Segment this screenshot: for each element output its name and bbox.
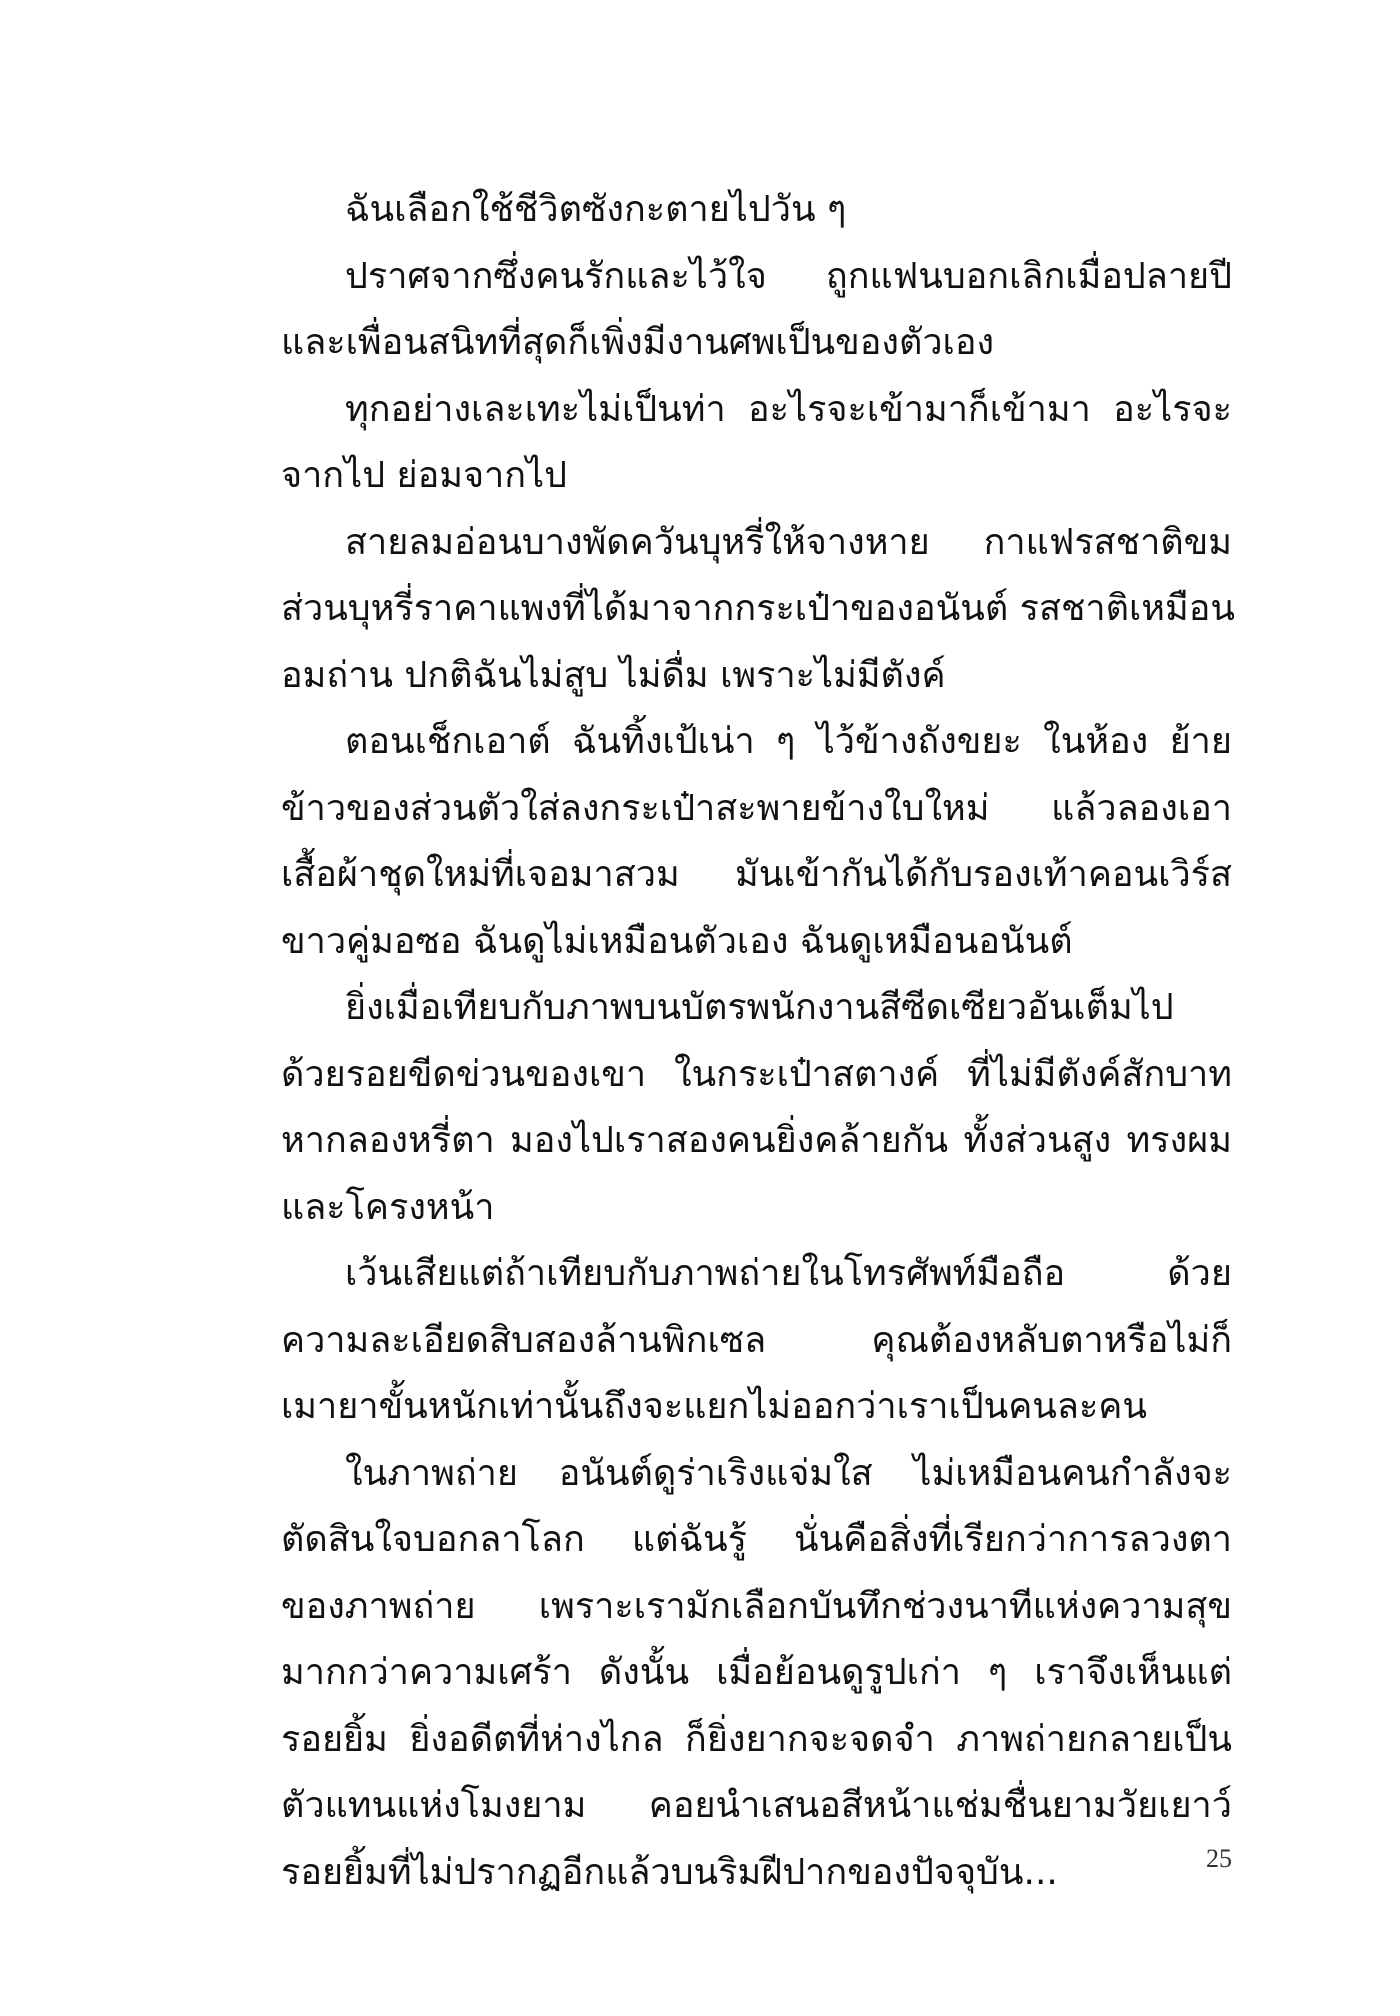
paragraph-6-line-1: ยิ่งเมื่อเทียบกับภาพบนบัตรพนักงานสีซีดเซียวอันเต็มไป	[345, 987, 1174, 1028]
paragraph-4-line-2: ส่วนบุหรี่ราคาแพงที่ได้มาจากกระเป๋าของอนันต์ รสชาติเหมือน	[281, 588, 1235, 629]
paragraph-7-line-1: เว้นเสียแต่ถ้าเทียบกับภาพถ่ายในโทรศัพท์มือถือ ด้วย	[345, 1253, 1232, 1294]
paragraph-6-line-2: ด้วยรอยขีดข่วนของเขา ในกระเป๋าสตางค์ ที่ไม่มีตังค์สักบาท	[281, 1053, 1232, 1095]
paragraph-4-line-1: สายลมอ่อนบางพัดควันบุหรี่ให้จางหาย กาแฟรสชาติขม	[345, 521, 1232, 563]
paragraph-5-line-3: เสื้อผ้าชุดใหม่ที่เจอมาสวม มันเข้ากันได้กับรองเท้าคอนเวิร์ส	[281, 854, 1232, 895]
paragraph-5-line-4: ขาวคู่มอซอ ฉันดูไม่เหมือนตัวเอง ฉันดูเหมือนอนันต์	[281, 920, 1073, 962]
paragraph-8-line-6: ตัวแทนแห่งโมงยาม คอยนำเสนอสีหน้าแช่มชื่นยามวัยเยาว์	[281, 1785, 1232, 1826]
paragraph-8-line-1: ในภาพถ่าย อนันต์ดูร่าเริงแจ่มใส ไม่เหมือนคนกำลังจะ	[345, 1452, 1232, 1494]
body-text	[281, 177, 1235, 1906]
paragraph-4-line-3: อมถ่าน ปกติฉันไม่สูบ ไม่ดื่ม เพราะไม่มีตังค์	[281, 654, 946, 696]
paragraph-8-line-4: มากกว่าความเศร้า ดังนั้น เมื่อย้อนดูรูปเก่า ๆ เราจึงเห็นแต่	[281, 1652, 1232, 1693]
paragraph-8-line-2: ตัดสินใจบอกลาโลก แต่ฉันรู้ นั่นคือสิ่งที่เรียกว่าการลวงตา	[281, 1519, 1232, 1560]
paragraph-6-line-4: และโครงหน้า	[281, 1186, 495, 1228]
paragraph-8-line-3: ของภาพถ่าย เพราะเรามักเลือกบันทึกช่วงนาทีแห่งความสุข	[281, 1585, 1232, 1627]
paragraph-3-line-2: จากไป ย่อมจากไป	[281, 455, 568, 496]
paragraph-3-line-1: ทุกอย่างเละเทะไม่เป็นท่า อะไรจะเข้ามาก็เข้ามา อะไรจะ	[345, 388, 1232, 430]
paragraph-2-line-2: และเพื่อนสนิทที่สุดก็เพิ่งมีงานศพเป็นของตัวเอง	[281, 322, 995, 363]
paragraph-7-line-2: ความละเอียดสิบสองล้านพิกเซล คุณต้องหลับตาหรือไม่ก็	[281, 1319, 1232, 1361]
paragraph-2-line-1: ปราศจากซึ่งคนรักและไว้ใจ ถูกแฟนบอกเลิกเมื่อปลายปี	[345, 255, 1232, 297]
paragraph-5-line-2: ข้าวของส่วนตัวใส่ลงกระเป๋าสะพายข้างใบใหม่ แล้วลองเอา	[281, 787, 1232, 829]
paragraph-1-line-1: ฉันเลือกใช้ชีวิตซังกะตายไปวัน ๆ	[345, 189, 847, 230]
paragraph-7-line-3: เมายาขั้นหนักเท่านั้นถึงจะแยกไม่ออกว่าเราเป็นคนละคน	[281, 1386, 1147, 1427]
paragraph-8-line-5: รอยยิ้ม ยิ่งอดีตที่ห่างไกล ก็ยิ่งยากจะจดจำ ภาพถ่ายกลายเป็น	[281, 1718, 1232, 1760]
paragraph-5-line-1: ตอนเช็กเอาต์ ฉันทิ้งเป้เน่า ๆ ไว้ข้างถังขยะ ในห้อง ย้าย	[345, 721, 1232, 762]
paragraph-8-line-7: รอยยิ้มที่ไม่ปรากฏอีกแล้วบนริมฝีปากของปัจจุบัน...	[281, 1851, 1058, 1893]
page-number: 25	[1206, 1844, 1232, 1873]
paragraph-6-line-3: หากลองหรี่ตา มองไปเราสองคนยิ่งคล้ายกัน ทั้งส่วนสูง ทรงผม	[281, 1120, 1232, 1161]
